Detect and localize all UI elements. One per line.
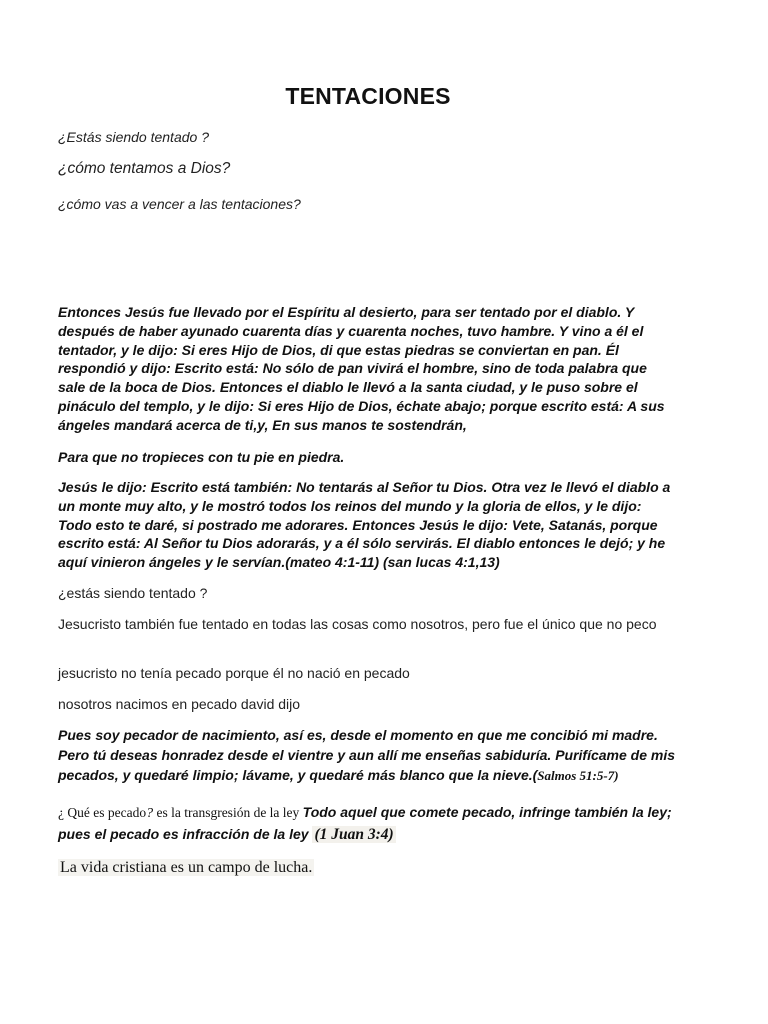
scripture-reference-salmos-paren: ( bbox=[532, 767, 538, 783]
paragraph-nacimos: nosotros nacimos en pecado david dijo bbox=[58, 696, 301, 712]
question-tentado: ¿Estás siendo tentado ? bbox=[58, 129, 209, 145]
paragraph-jesus-dijo bbox=[58, 478, 678, 572]
vida-cristiana-text: La vida cristiana es un campo de lucha. bbox=[60, 859, 313, 876]
paragraph-piedra: Para que no tropieces con tu pie en piedra. bbox=[58, 449, 345, 465]
paragraph-que-es-pecado bbox=[58, 802, 678, 845]
scripture-reference-juan: (1 Juan 3:4) bbox=[314, 826, 394, 843]
paragraph-no-pecado: jesucristo no tenía pecado porque él no nació en pecado bbox=[58, 665, 410, 681]
definition-transgresion: es la transgresión de la ley bbox=[153, 805, 303, 820]
scripture-reference-salmos: Salmos 51:5-7) bbox=[537, 768, 619, 783]
question-tentamos: ¿cómo tentamos a Dios? bbox=[58, 160, 231, 177]
paragraph-vida-cristiana bbox=[58, 858, 678, 878]
document-title: TENTACIONES bbox=[285, 83, 451, 109]
paragraph-salmos bbox=[58, 725, 678, 786]
question-que-es-pecado: ¿ Qué es pecado bbox=[58, 805, 147, 820]
scripture-reference-mateo: (mateo 4:1-11) (san lucas 4:1,13) bbox=[285, 554, 500, 571]
question-mark: ? bbox=[146, 806, 154, 821]
question-vencer: ¿cómo vas a vencer a las tentaciones? bbox=[58, 196, 301, 212]
quote-juan: Todo aquel que comete pecado, infringe también la ley; pues el pecado es infracción de la ley bbox=[58, 804, 672, 842]
paragraph-desierto: Entonces Jesús fue llevado por el Espíritu al desierto, para ser tentado por el diablo. Y después de haber ayunado cuarenta días y cuarenta noches, tuvo hambre. Y vino a él el tentador, y le dijo: Si eres Hijo de Dios, di que estas piedras se conviertan en pan. Él respondió y dijo: Escrito está: No sólo de pan vivirá el hombre, sino de toda palabra que sale de la boca de Dios. Entonces el diablo le llevó a la santa ciudad, y le puso sobre el pináculo del templo, y le dijo: Si eres Hijo de Dios, échate abajo; porque escrito está: A sus ángeles mandará acerca de ti,y, En sus manos te sostendrán, bbox=[58, 304, 665, 433]
paragraph-salmos-text: Pues soy pecador de nacimiento, así es, desde el momento en que me concibió mi madre. Pero tú deseas honradez desde el vientre y aun allí me enseñas sabiduría. Purifícame de mis pecados, y quedaré limpio; lávame, y quedaré más blanco que la nieve. bbox=[58, 727, 676, 783]
paragraph-estas-tentado: ¿estás siendo tentado ? bbox=[58, 585, 208, 601]
paragraph-jesus-dijo-text: Jesús le dijo: Escrito está también: No tentarás al Señor tu Dios. Otra vez le llevó el diablo a un monte muy alto, y le mostró todos los reinos del mundo y la gloria de ellos, y le dijo: Todo esto te daré, si postrado me adorares. Entonces Jesús le dijo: Vete, Satanás, porque escrito está: Al Señor tu Dios adorarás, y a él sólo servirás. El diablo entonces le dejó; y he aquí vinieron ángeles y le servían. bbox=[58, 479, 671, 571]
paragraph-jesucristo: Jesucristo también fue tentado en todas las cosas como nosotros, pero fue el único que no peco bbox=[58, 616, 657, 632]
